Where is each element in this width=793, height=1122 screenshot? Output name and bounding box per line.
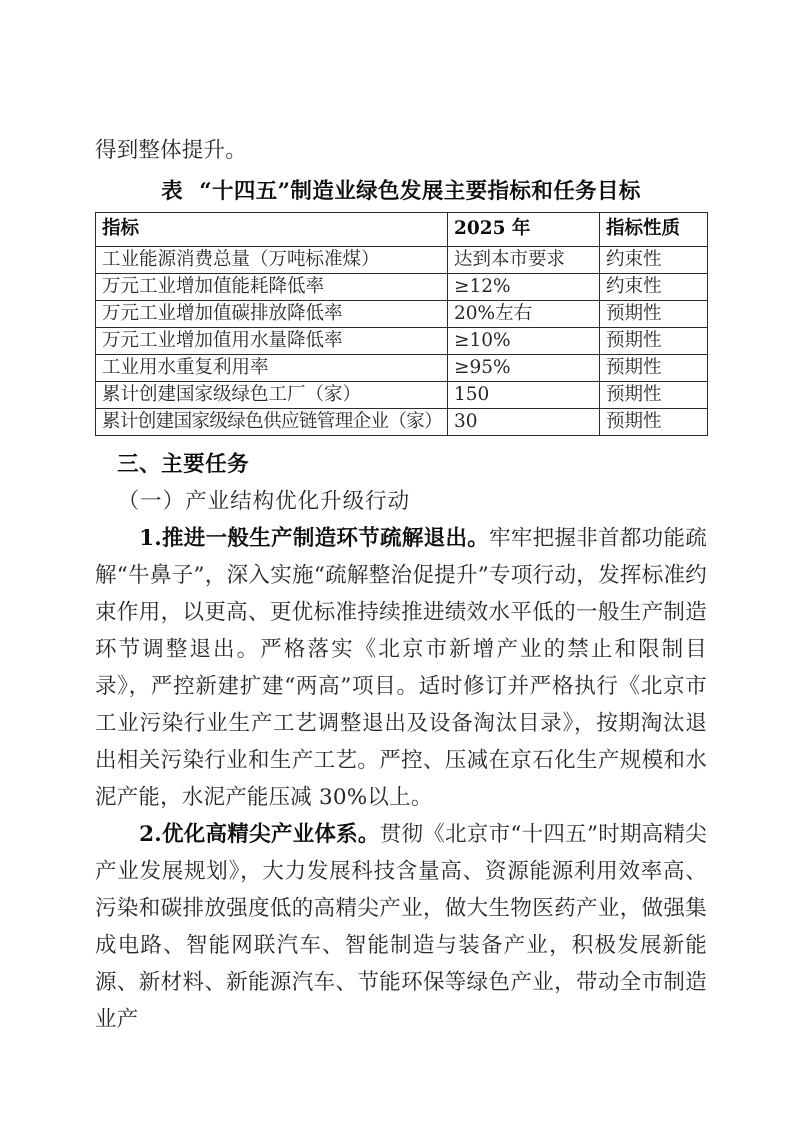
column-header-indicator: 指标 [96,213,448,247]
task-item-2-body: 贯彻《北京市“十四五”时期高精尖产业发展规划》，大力发展科技含量高、资源能源利用效率高、污染和碳排放强度低的高精尖产业，做大生物医药产业，做强集成电路、智能网联汽车、智能制造与装备产业，积极发展新能源、新材料、新能源汽车、节能环保等绿色产业，带动全市制造业产 [95,822,707,1032]
task-item-2-lead: 2.优化高精尖产业体系。 [139,822,380,847]
continued-paragraph: 得到整体提升。 [95,138,247,163]
cell-nature: 预期性 [600,355,708,382]
table-header-row [96,213,708,247]
task-item-2 [95,816,707,1038]
table-row [96,328,708,355]
cell-indicator: 万元工业增加值用水量降低率 [96,328,448,355]
table-row [96,382,708,409]
cell-nature: 约束性 [600,274,708,301]
cell-target: 达到本市要求 [448,247,600,274]
cell-indicator: 万元工业增加值碳排放降低率 [96,301,448,328]
section-heading-sub: （一）产业结构优化升级行动 [117,489,411,514]
cell-nature: 预期性 [600,409,708,436]
cell-indicator: 工业用水重复利用率 [96,355,448,382]
cell-indicator: 累计创建国家级绿色供应链管理企业（家） [96,409,448,436]
column-header-target-year: 2025 年 [448,213,600,247]
cell-target: 30 [448,409,600,436]
column-header-nature: 指标性质 [600,213,708,247]
cell-indicator: 工业能源消费总量（万吨标准煤） [96,247,448,274]
table-row [96,247,708,274]
table-caption-prefix: 表 [161,179,184,204]
cell-target: ≥95% [448,355,600,382]
table-row [96,301,708,328]
task-item-1 [95,520,707,816]
task-item-1-body: 牢牢把握非首都功能疏解“牛鼻子”，深入实施“疏解整治促提升”专项行动，发挥标准约束作用，以更高、更优标准持续推进绩效水平低的一般生产制造环节调整退出。严格落实《北京市新增产业的禁止和限制目录》，严控新建扩建“两高”项目。适时修订并严格执行《北京市工业污染行业生产工艺调整退出及设备淘汰目录》，按期淘汰退出相关污染行业和生产工艺。严控、压减在京石化生产规模和水泥产能，水泥产能压减 30%以上。 [95,526,707,810]
table-body [96,247,708,436]
table-row [96,409,708,436]
cell-nature: 约束性 [600,247,708,274]
table-caption-title: “十四五”制造业绿色发展主要指标和任务目标 [199,179,641,204]
cell-target: 150 [448,382,600,409]
cell-indicator: 累计创建国家级绿色工厂（家） [96,382,448,409]
cell-nature: 预期性 [600,382,708,409]
table-header [96,213,708,247]
cell-target: ≥12% [448,274,600,301]
section-heading-main: 三、主要任务 [117,452,250,477]
cell-nature: 预期性 [600,328,708,355]
table-caption [95,175,707,209]
table-row [96,355,708,382]
metrics-table [95,212,708,436]
table-row [96,274,708,301]
cell-target: ≥10% [448,328,600,355]
cell-target: 20%左右 [448,301,600,328]
cell-indicator: 万元工业增加值能耗降低率 [96,274,448,301]
task-item-1-lead: 1.推进一般生产制造环节疏解退出。 [139,526,490,551]
page-content [95,132,707,1038]
cell-nature: 预期性 [600,301,708,328]
